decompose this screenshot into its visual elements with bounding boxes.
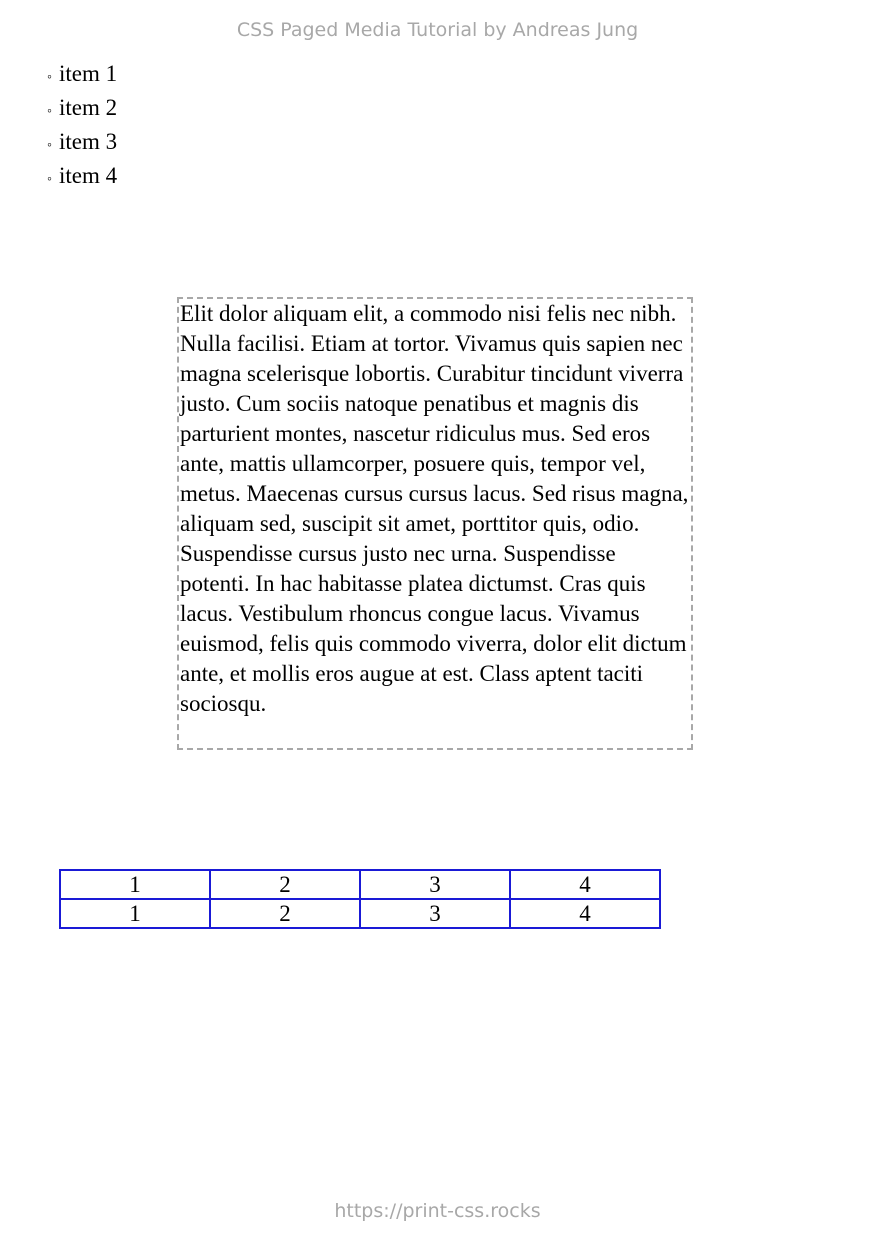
table-cell: 1 bbox=[60, 899, 210, 928]
number-table bbox=[59, 869, 661, 929]
list-item-text: item 4 bbox=[59, 163, 118, 188]
list-bullet: ◦ bbox=[47, 172, 52, 187]
table-row bbox=[60, 899, 660, 928]
table-cell: 4 bbox=[510, 899, 660, 928]
list-item bbox=[47, 161, 117, 195]
list-item-text: item 2 bbox=[59, 95, 118, 120]
table-cell: 3 bbox=[360, 870, 510, 899]
table-cell: 4 bbox=[510, 870, 660, 899]
table-row bbox=[60, 870, 660, 899]
dashed-text-box bbox=[177, 297, 693, 750]
page-footer-url: https://print-css.rocks bbox=[334, 1200, 541, 1222]
list-item-text: item 1 bbox=[59, 61, 118, 86]
list-item bbox=[47, 93, 117, 127]
list-item-text: item 3 bbox=[59, 129, 118, 154]
page-header: CSS Paged Media Tutorial by Andreas Jung bbox=[236, 19, 639, 41]
table-cell: 2 bbox=[210, 899, 360, 928]
lorem-paragraph: Elit dolor aliquam elit, a commodo nisi felis nec nibh. Nulla facilisi. Etiam at tortor. Vivamus quis sapien nec magna scelerisque lobortis. Curabitur tincidunt viverra justo. Cum sociis natoque penatibus et magnis dis parturient montes, nascetur ridiculus mus. Sed eros ante, mattis ullamcorper, posuere quis, tempor vel, metus. Maecenas cursus cursus lacus. Sed risus magna, aliquam sed, suscipit sit amet, porttitor quis, odio. Suspendisse cursus justo nec urna. Suspendisse potenti. In hac habitasse platea dictumst. Cras quis lacus. Vestibulum rhoncus congue lacus. Vivamus euismod, felis quis commodo viverra, dolor elit dictum ante, et mollis eros augue at est. Class aptent taciti sociosqu. bbox=[180, 301, 689, 716]
table-cell: 1 bbox=[60, 870, 210, 899]
list-item bbox=[47, 59, 117, 93]
list-bullet: ◦ bbox=[47, 104, 52, 119]
table-cell: 3 bbox=[360, 899, 510, 928]
table-cell: 2 bbox=[210, 870, 360, 899]
list-bullet: ◦ bbox=[47, 138, 52, 153]
bullet-list bbox=[47, 59, 117, 195]
list-item bbox=[47, 127, 117, 161]
list-bullet: ◦ bbox=[47, 70, 52, 85]
